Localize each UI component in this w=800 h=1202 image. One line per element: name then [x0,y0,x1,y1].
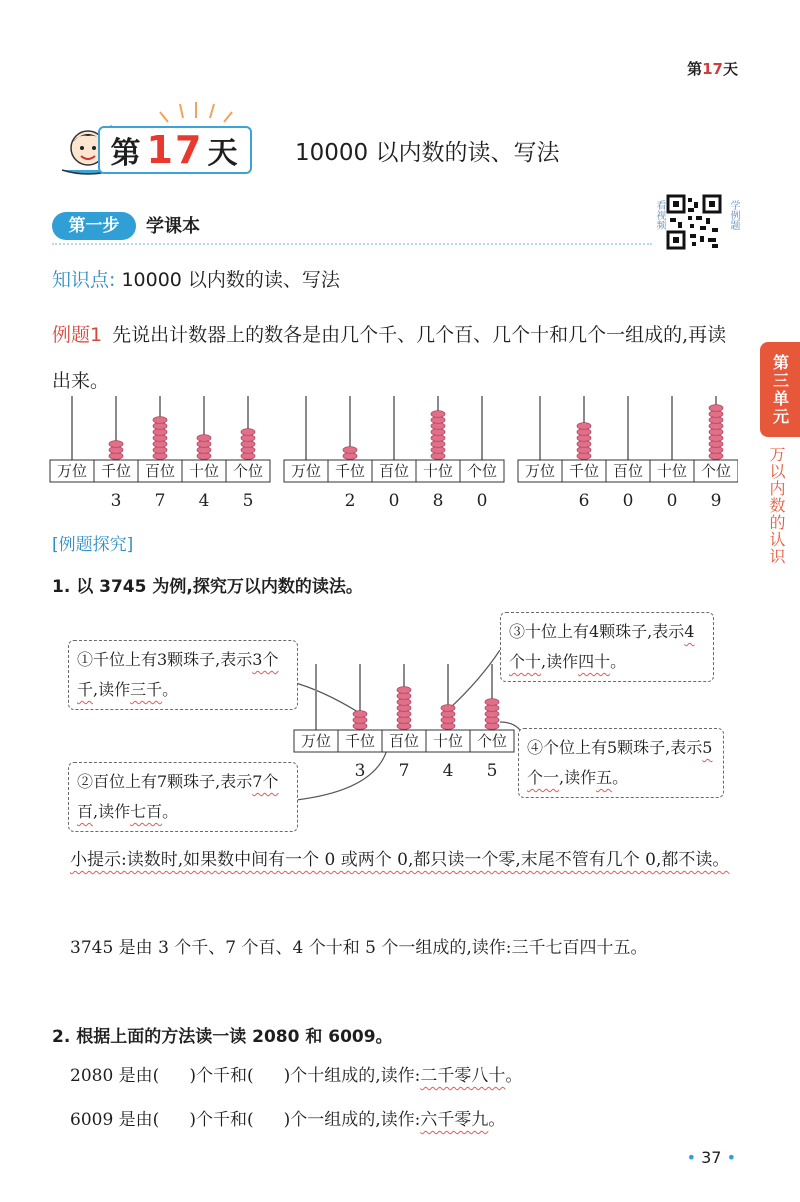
lesson-title: 10000 以内数的读、写法 [295,140,560,166]
place-label: 百位 [378,462,410,480]
place-label: 十位 [422,462,454,480]
digit-label: 8 [432,491,444,511]
step-divider [52,243,652,245]
header-day-prefix: 第 [687,60,703,78]
place-label: 千位 [100,462,132,480]
reading-tip [70,838,740,882]
abacus-3 [518,396,738,511]
callout-3-reading: 四十 [578,652,611,671]
digit-label: 0 [388,491,400,511]
callout-3-meaning: 4个十 [509,622,695,671]
dot-left-icon: • [686,1148,697,1167]
place-label: 万位 [56,462,88,480]
abacus-bead [353,711,367,718]
place-label: 千位 [334,462,366,480]
callout-4-reading: 五 [596,768,613,787]
header-day [687,58,738,79]
unit-tab[interactable]: 第三单元 [760,342,800,437]
question-1-heading: 1. 以 3745 为例,探究万以内数的读法。 [52,577,363,597]
line-6009-suffix: )个一组成的,读作: [283,1110,421,1130]
badge-suffix: 天 [207,136,240,171]
title-badge [58,120,238,172]
digit-label: 0 [476,491,488,511]
digit-label: 7 [154,491,166,511]
callout-4-end: 。 [612,768,629,787]
digit-label: 0 [622,491,634,511]
header-day-number: 17 [702,60,723,78]
question-2-heading: 2. 根据上面的方法读一读 2080 和 6009。 [52,1027,393,1047]
line-6009-prefix: 6009 是由( [70,1110,160,1130]
digit-label: 3 [354,761,366,781]
qr-caption-left: 看视频 [654,200,665,230]
callout-2-text: ②百位上有7颗珠子,表示 [77,772,253,791]
line-6009-mid: )个千和( [189,1110,254,1130]
place-label: 千位 [344,732,376,750]
callout-1-reading: 三千 [130,680,163,699]
abacus-bead [153,417,167,424]
abacus-bead [241,429,255,436]
summary-3745: 3745 是由 3 个千、7 个百、4 个十和 5 个一组成的,读作:三千七百四十五。 [70,938,648,958]
dot-right-icon: • [726,1148,736,1167]
callout-4-meaning: 5个一 [527,738,713,787]
callout-3-text: ③十位上有4颗珠子,表示 [509,622,685,641]
digit-label: 9 [710,491,722,511]
place-label: 万位 [290,462,322,480]
abacus-bead [343,447,357,454]
abacus-3745 [290,660,520,782]
callout-1-end: 。 [162,680,179,699]
badge-prefix: 第 [110,136,143,171]
reading-6009: 六千零九 [420,1110,489,1130]
place-label: 千位 [568,462,600,480]
callout-thousands [68,640,298,710]
answer-line-6009 [70,1098,740,1142]
callout-3-mid: ,读作 [541,652,579,671]
step-pill: 第一步 [52,212,136,240]
abacus-bead [397,687,411,694]
callout-hundreds [68,762,298,832]
callout-2-reading: 七百 [130,802,163,821]
explore-label: [例题探究] [52,535,134,555]
callout-2-end: 。 [162,802,179,821]
page-number [687,1148,736,1167]
abacus-bead [431,411,445,418]
unit-topic: 万以内数的认识 [767,446,786,565]
badge-number: 17 [146,128,204,172]
abacus-2 [284,396,504,511]
digit-label: 2 [344,491,356,511]
abacus-bead [577,423,591,430]
knowledge-label: 知识点: [52,269,116,291]
example-1 [52,312,742,404]
place-label: 个位 [700,462,732,480]
callout-tens [500,612,714,682]
example-text: 先说出计数器上的数各是由几个千、几个百、几个十和几个一组成的,再读出来。 [52,324,727,392]
place-label: 百位 [612,462,644,480]
place-label: 百位 [144,462,176,480]
place-label: 十位 [188,462,220,480]
tip-text: 小提示:读数时,如果数中间有一个 0 或两个 0,都只读一个零,末尾不管有几个 0,都不读。 [70,850,730,870]
answer-line-2080 [70,1054,740,1098]
knowledge-text: 10000 以内数的读、写法 [121,269,340,291]
callout-2-mid: ,读作 [93,802,131,821]
digit-label: 4 [442,761,454,781]
line-2080-prefix: 2080 是由( [70,1066,160,1086]
digit-label: 6 [578,491,590,511]
place-label: 万位 [524,462,556,480]
line-2080-end: 。 [505,1066,523,1086]
abacus-main-group [294,664,514,781]
callout-1-meaning: 3个千 [77,650,279,699]
line-2080-mid: )个千和( [189,1066,254,1086]
place-label: 十位 [432,732,464,750]
abacus-bead [485,699,499,706]
place-label: 个位 [232,462,264,480]
page-number-value: 37 [701,1148,722,1167]
digit-label: 3 [110,491,122,511]
abaci-row [48,392,738,520]
knowledge-point [52,265,340,292]
callout-1-text: ①千位上有3颗珠子,表示 [77,650,253,669]
reading-2080: 二千零八十 [420,1066,506,1086]
place-label: 个位 [476,732,508,750]
place-label: 个位 [466,462,498,480]
callout-3-end: 。 [610,652,627,671]
digit-label: 5 [486,761,498,781]
line-6009-end: 。 [488,1110,506,1130]
header-day-suffix: 天 [722,60,738,78]
digit-label: 0 [666,491,678,511]
callout-4-text: ④个位上有5颗珠子,表示 [527,738,703,757]
step-label: 学课本 [146,216,200,237]
place-label: 万位 [300,732,332,750]
digit-label: 5 [242,491,254,511]
sun-rays-icon [138,98,248,124]
abacus-bead [441,705,455,712]
callout-ones [518,728,724,798]
callout-4-mid: ,读作 [559,768,597,787]
abacus-bead [197,435,211,442]
line-2080-suffix: )个十组成的,读作: [283,1066,421,1086]
digit-label: 4 [198,491,210,511]
qr-caption-right: 学例题 [728,200,739,230]
callout-2-meaning: 7个百 [77,772,279,821]
abacus-bead [109,441,123,448]
abacus-bead [709,405,723,412]
callout-1-mid: ,读作 [93,680,131,699]
place-label: 百位 [388,732,420,750]
abacus-1 [50,396,270,511]
example-label: 例题1 [52,324,103,346]
day-badge [98,126,252,174]
digit-label: 7 [398,761,410,781]
place-label: 十位 [656,462,688,480]
qr-code-icon[interactable] [666,194,722,250]
